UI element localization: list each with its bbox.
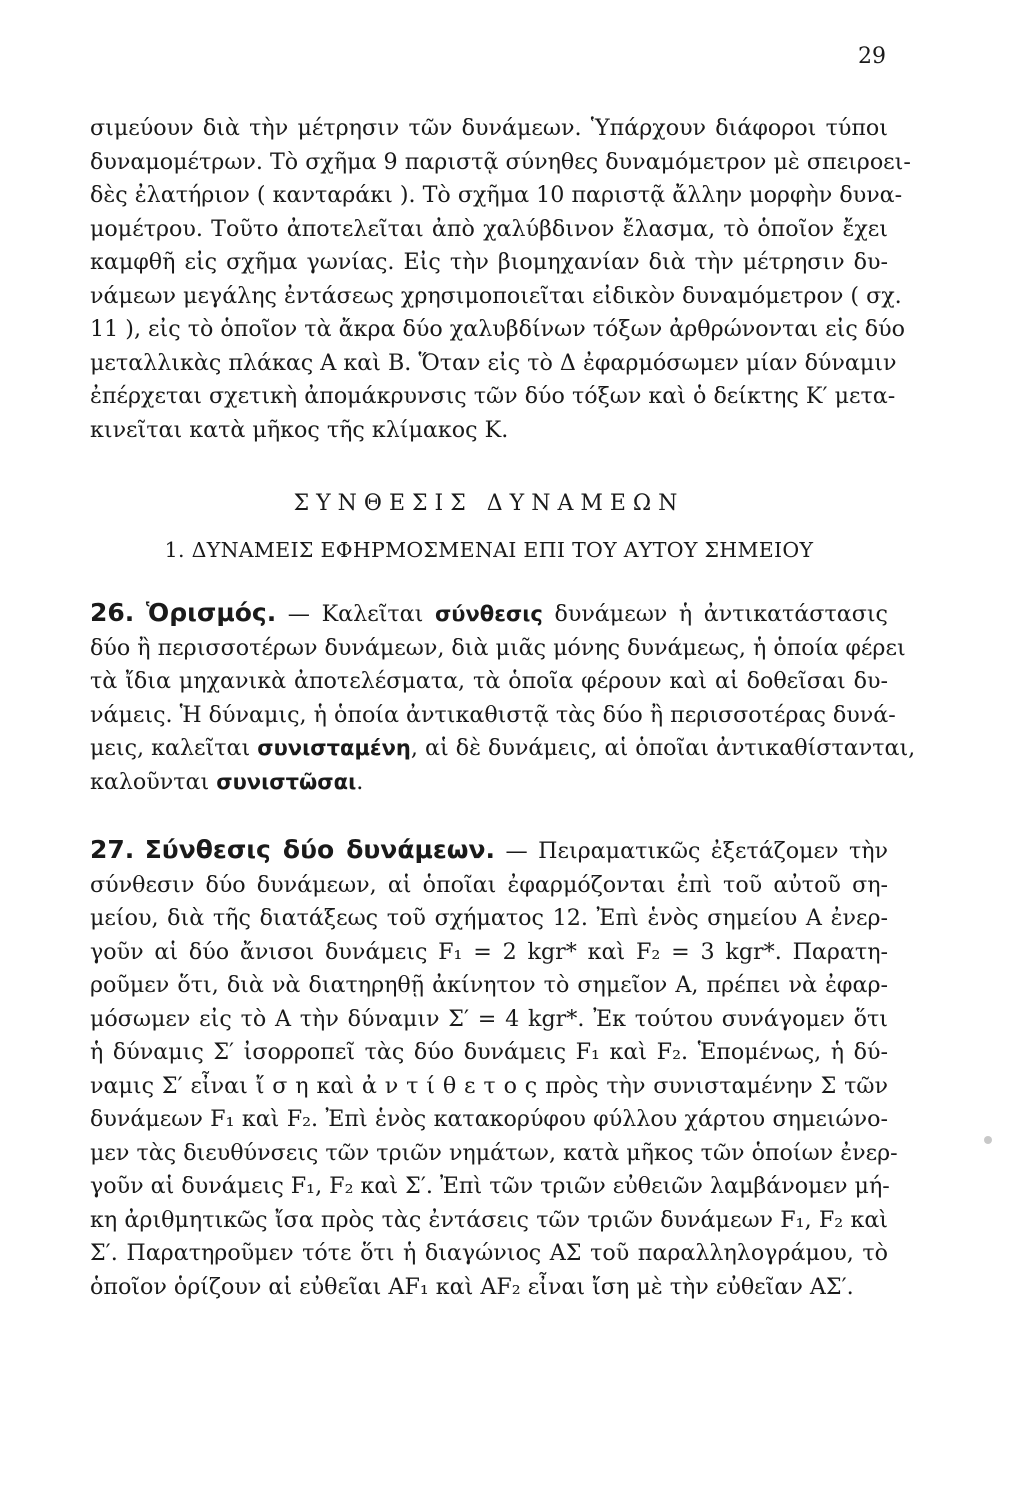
text-line: δύο ἢ περισσοτέρων δυνάμεων, διὰ μιᾶς μόνης δυνάμεως, ἡ ὁποία φέρει <box>90 634 906 661</box>
text-line: σύνθεσιν δύο δυνάμεων, αἱ ὁποῖαι ἐφαρμόζονται ἐπὶ τοῦ αὐτοῦ ση- <box>90 871 888 898</box>
text-line <box>90 766 888 800</box>
text-run: . <box>356 768 364 795</box>
page-number: 29 <box>858 44 886 69</box>
text-line: μεταλλικὰς πλάκας Α καὶ Β. Ὅταν εἰς τὸ Δ ἐφαρμόσωμεν μίαν δύναμιν <box>90 349 897 376</box>
text-line: μομέτρου. Τοῦτο ἀποτελεῖται ἀπὸ χαλύβδινον ἔλασμα, τὸ ὁποῖον ἔχει <box>90 215 888 242</box>
chapter-heading: ΣΥΝΘΕΣΙΣ ΔΥΝΑΜΕΩΝ <box>293 491 685 516</box>
text-line: μόσωμεν εἰς τὸ Α τὴν δύναμιν Σ′ = 4 kgr*. Ἐκ τούτου συνάγομεν ὅτι <box>90 1005 888 1032</box>
section-subheading: 1. ΔΥΝΑΜΕΙΣ ΕΦΗΡΜΟΣΜΕΝΑΙ ΕΠΙ ΤΟΥ ΑΥΤΟΥ ΣΗΜΕΙΟΥ <box>164 538 814 562</box>
text-line: καμφθῆ εἰς σχῆμα γωνίας. Εἰς τὴν βιομηχανίαν διὰ τὴν μέτρησιν δυ- <box>90 249 888 275</box>
text-line: νάμεων μεγάλης ἐντάσεως χρησιμοποιεῖται εἰδικὸν δυναμόμετρον ( σχ. <box>90 282 902 309</box>
text-line: δὲς ἐλατήριον ( κανταράκι ). Τὸ σχῆμα 10 παριστᾷ ἄλλην μορφὴν δυνα- <box>90 182 903 208</box>
text-run: — Καλεῖται <box>276 601 435 627</box>
text-run: — Πειραματικῶς ἐξετάζομεν τὴν <box>495 838 888 864</box>
text-line: δυνάμεων F₁ καὶ F₂. Ἐπὶ ἑνὸς κατακορύφου φύλλου χάρτου σημειώνο- <box>90 1106 888 1132</box>
section-number: 26. <box>90 598 135 627</box>
text-line: κινεῖται κατὰ μῆκος τῆς κλίμακος Κ. <box>90 416 509 443</box>
section-26-paragraph <box>90 596 916 799</box>
text-line: ὁποῖον ὁρίζουν αἱ εὐθεῖαι AF₁ καὶ AF₂ εἶναι ἴση μὲ τὴν εὐθεῖαν ΑΣ′. <box>90 1273 854 1300</box>
text-run: δυνάμεων ἡ ἀντικατάστασις <box>542 601 888 627</box>
section-26 <box>90 596 916 799</box>
text-line: ἐπέρχεται σχετικὴ ἀπομάκρυνσις τῶν δύο τόξων καὶ ὁ δείκτης Κ′ μετα- <box>90 383 896 409</box>
text-line: γοῦν αἱ δύο ἄνισοι δυνάμεις F₁ = 2 kgr* καὶ F₂ = 3 kgr*. Παρατη- <box>90 938 888 965</box>
intro-paragraph <box>90 112 911 447</box>
term-resultant: συνισταμένη <box>257 736 411 760</box>
section-27 <box>90 833 898 1304</box>
text-line: ναμις Σ′ εἶναι ἴ σ η καὶ ἀ ν τ ί θ ε τ ο ς πρὸς τὴν συνισταμένην Σ τῶν <box>90 1072 888 1099</box>
text-line: Σ′. Παρατηροῦμεν τότε ὅτι ἡ διαγώνιος ΑΣ τοῦ παραλληλογράμου, τὸ <box>90 1240 888 1266</box>
margin-dot <box>984 1136 992 1144</box>
section-27-paragraph <box>90 833 898 1304</box>
section-title: Ὁρισμός. <box>145 598 277 627</box>
text-line: μείου, διὰ τῆς διατάξεως τοῦ σχήματος 12. Ἐπὶ ἑνὸς σημείου Α ἐνερ- <box>90 905 888 931</box>
text-line: σιμεύουν διὰ τὴν μέτρησιν τῶν δυνάμεων. Ὑπάρχουν διάφοροι τύποι <box>90 115 888 141</box>
text-line <box>90 596 888 632</box>
text-line: τὰ ἴδια μηχανικὰ ἀποτελέσματα, τὰ ὁποῖα φέρουν καὶ αἱ δοθεῖσαι δυ- <box>90 668 888 694</box>
page-content <box>90 112 916 1304</box>
section-title: Σύνθεσις δύο δυνάμεων. <box>144 835 496 864</box>
term-components: συνιστῶσαι <box>216 769 357 794</box>
text-line: μεν τὰς διευθύνσεις τῶν τριῶν νημάτων, κατὰ μῆκος τῶν ὁποίων ἐνερ- <box>90 1139 898 1166</box>
text-run: , αἱ δὲ δυνάμεις, αἱ ὁποῖαι ἀντικαθίστανται, <box>410 735 916 761</box>
text-run: καλοῦνται <box>90 768 217 795</box>
section-number: 27. <box>90 835 135 864</box>
text-line <box>90 833 888 869</box>
text-line: νάμεις. Ἡ δύναμις, ἡ ὁποία ἀντικαθιστᾷ τὰς δύο ἢ περισσοτέρας δυνά- <box>90 701 896 728</box>
text-line: γοῦν αἱ δυνάμεις F₁, F₂ καὶ Σ′. Ἐπὶ τῶν τριῶν εὐθειῶν λαμβάνομεν μή- <box>90 1173 890 1199</box>
text-line: 11 ), εἰς τὸ ὁποῖον τὰ ἄκρα δύο χαλυβδίνων τόξων ἀρθρώνονται εἰς δύο <box>90 316 906 342</box>
text-line: δυναμομέτρων. Τὸ σχῆμα 9 παριστᾷ σύνηθες δυναμόμετρον μὲ σπειροει- <box>90 148 911 175</box>
text-line: ἡ δύναμις Σ′ ἰσορροπεῖ τὰς δύο δυνάμεις F₁ καὶ F₂. Ἑπομένως, ἡ δύ- <box>90 1039 888 1065</box>
text-line <box>90 732 916 766</box>
text-line: κη ἀριθμητικῶς ἴσα πρὸς τὰς ἐντάσεις τῶν τριῶν δυνάμεων F₁, F₂ καὶ <box>90 1206 888 1233</box>
term-synthesis: σύνθεσις <box>434 602 543 626</box>
text-line: ροῦμεν ὅτι, διὰ νὰ διατηρηθῇ ἀκίνητον τὸ σημεῖον Α, πρέπει νὰ ἐφαρ- <box>90 972 888 998</box>
text-run: μεις, καλεῖται <box>90 735 258 761</box>
